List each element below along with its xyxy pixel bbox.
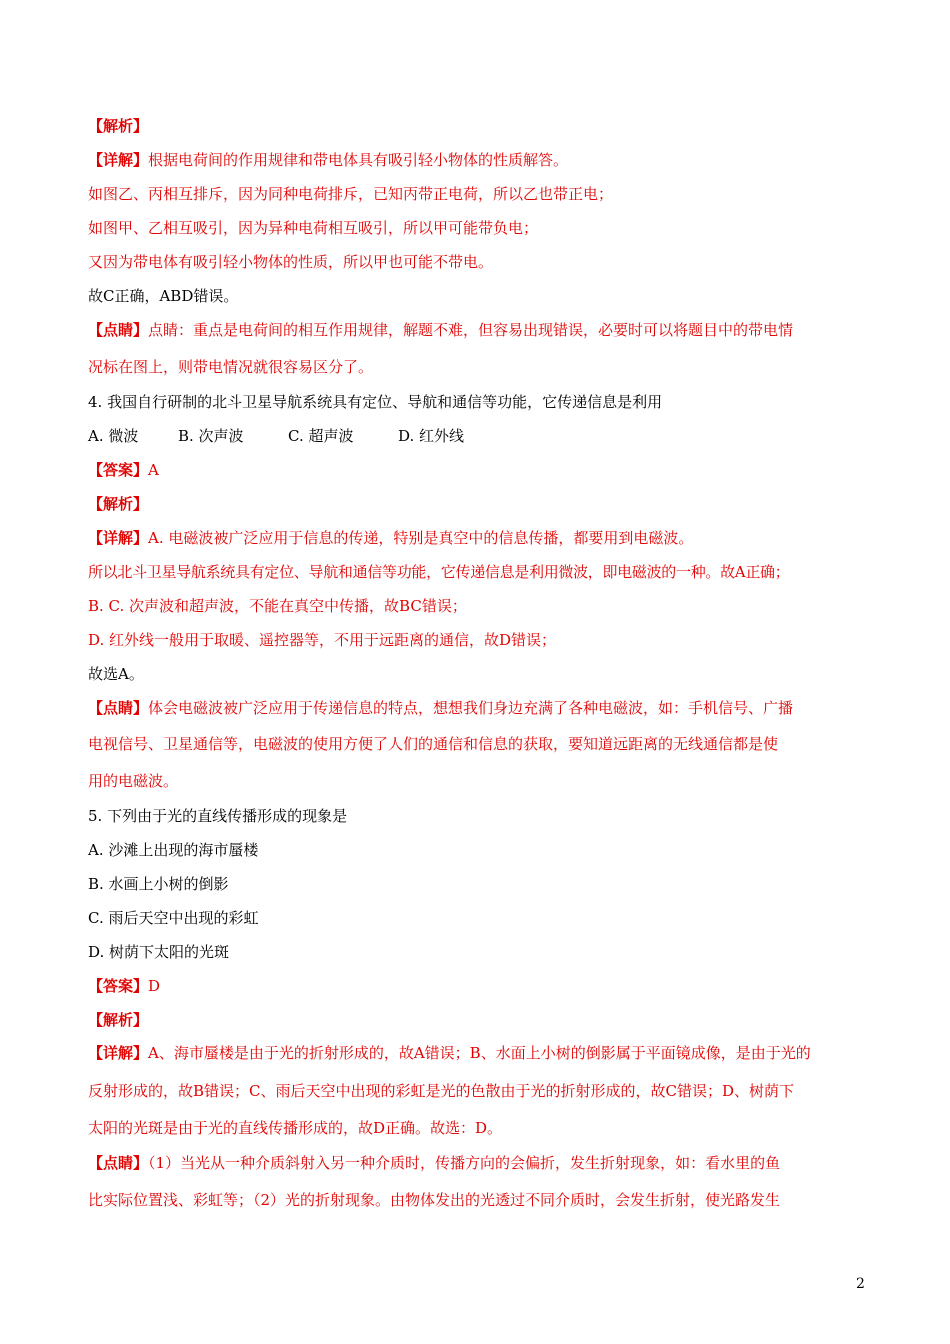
q5-stem: 5. 下列由于光的直线传播形成的现象是: [88, 807, 348, 825]
q5-option-d: D. 树荫下太阳的光斑: [88, 943, 230, 961]
q4-analysis-tag: 【解析】: [88, 495, 149, 513]
q3-comment-line-1: [88, 320, 868, 340]
q4-detail-text: A. 电磁波被广泛应用于信息的传递，特别是真空中的信息传播，都要用到电磁波。: [148, 529, 694, 547]
q5-detail-text: A、海市蜃楼是由于光的折射形成的，故A错误；B、水面上小树的倒影属于平面镜成像，是由于光的: [148, 1044, 811, 1062]
q4-answer-tag: 【答案】: [88, 461, 149, 479]
q4-comment-line-2: 电视信号、卫星通信等，电磁波的使用方便了人们的通信和信息的获取，要知道远距离的无线通信都是使: [88, 735, 779, 753]
q3-comment-text: 点睛：重点是电荷间的相互作用规律，解题不难，但容易出现错误，必要时可以将题目中的带电情: [148, 321, 794, 339]
q5-answer-tag: 【答案】: [88, 977, 149, 995]
q5-analysis-tag: 【解析】: [88, 1011, 149, 1029]
q3-detail-line-2: 如图乙、丙相互排斥，因为同种电荷排斥，已知丙带正电荷，所以乙也带正电；: [88, 185, 614, 203]
q4-detail-line: [88, 528, 868, 548]
q4-option-c: C. 超声波: [288, 427, 354, 445]
q5-option-c: C. 雨后天空中出现的彩虹: [88, 909, 259, 927]
q3-conclusion: 故C正确，ABD错误。: [88, 287, 239, 305]
q4-answer-value: A: [148, 461, 159, 479]
q4-stem: 4. 我国自行研制的北斗卫星导航系统具有定位、导航和通信等功能，它传递信息是利用: [88, 393, 663, 411]
q5-detail-line-1: [88, 1043, 868, 1063]
q5-comment-line-2: 比实际位置浅、彩虹等；（2）光的折射现象。由物体发出的光透过不同介质时，会发生折射，使光路发生: [88, 1191, 781, 1209]
q3-detail-text: 根据电荷间的作用规律和带电体具有吸引轻小物体的性质解答。: [148, 151, 569, 169]
q3-comment-tag: 【点睛】: [88, 321, 149, 339]
q4-conclusion: 故选A。: [88, 665, 144, 683]
q3-comment-line-2: 况标在图上，则带电情况就很容易区分了。: [88, 358, 374, 376]
q3-analysis-tag: 【解析】: [88, 117, 149, 135]
q5-detail-line-2: 反射形成的，故B错误；C、雨后天空中出现的彩虹是光的色散由于光的折射形成的，故C错误；D、树荫下: [88, 1082, 795, 1100]
q4-option-a: A. 微波: [88, 427, 139, 445]
q4-comment-line-1: [88, 698, 868, 718]
q4-comment-tag: 【点睛】: [88, 699, 149, 717]
q4-detail-line-3: B. C. 次声波和超声波，不能在真空中传播，故BC错误；: [88, 597, 467, 615]
q5-option-b: B. 水画上小树的倒影: [88, 875, 229, 893]
q5-answer-line: [88, 976, 868, 996]
q4-detail-tag: 【详解】: [88, 529, 149, 547]
q5-comment-tag: 【点睛】: [88, 1154, 149, 1172]
q4-options: [88, 426, 868, 446]
q4-answer-line: [88, 460, 868, 480]
q4-option-b: B. 次声波: [178, 427, 244, 445]
q5-comment-line-1: [88, 1153, 868, 1173]
q5-answer-value: D: [148, 977, 161, 995]
q3-detail-line: [88, 150, 868, 170]
q4-detail-line-2: 所以北斗卫星导航系统具有定位、导航和通信等功能，它传递信息是利用微波，即电磁波的一种。故A正确；: [88, 563, 790, 581]
q4-option-d: D. 红外线: [398, 427, 465, 445]
q5-detail-line-3: 太阳的光斑是由于光的直线传播形成的，故D正确。故选：D。: [88, 1119, 503, 1137]
q3-detail-tag: 【详解】: [88, 151, 149, 169]
q5-detail-tag: 【详解】: [88, 1044, 149, 1062]
q3-detail-line-4: 又因为带电体有吸引轻小物体的性质，所以甲也可能不带电。: [88, 253, 494, 271]
q3-detail-line-3: 如图甲、乙相互吸引，因为异种电荷相互吸引，所以甲可能带负电；: [88, 219, 539, 237]
q5-option-a: A. 沙滩上出现的海市蜃楼: [88, 841, 259, 859]
page-number: 2: [856, 1276, 865, 1292]
q5-comment-text: （1）当光从一种介质斜射入另一种介质时，传播方向的会偏折，发生折射现象，如：看水里的鱼: [148, 1154, 781, 1172]
q4-comment-line-3: 用的电磁波。: [88, 772, 179, 790]
q4-detail-line-4: D. 红外线一般用于取暖、遥控器等，不用于远距离的通信，故D错误；: [88, 631, 557, 649]
q4-comment-text: 体会电磁波被广泛应用于传递信息的特点，想想我们身边充满了各种电磁波，如：手机信号、广播: [148, 699, 794, 717]
